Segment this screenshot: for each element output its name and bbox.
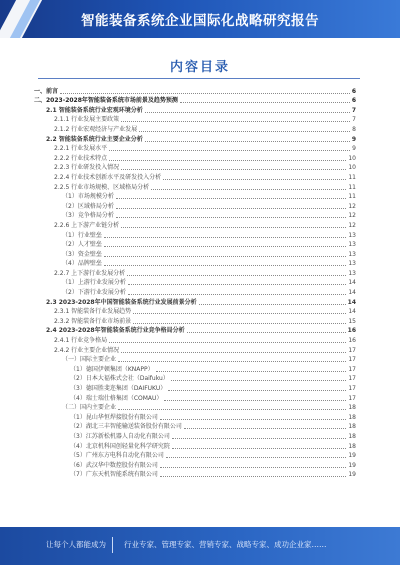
toc-entry[interactable] [34, 211, 356, 221]
toc-leader-dots [160, 418, 347, 420]
toc-entry[interactable] [34, 297, 356, 307]
toc-entry[interactable] [34, 124, 356, 134]
toc-entry-title: 2.4.1 行业竞争格局 [54, 337, 108, 345]
toc-entry[interactable] [34, 374, 356, 384]
toc-leader-dots [109, 149, 350, 151]
toc-leader-dots [109, 159, 346, 161]
toc-leader-dots [139, 130, 350, 132]
toc-entry-page: 14 [348, 308, 356, 316]
toc-leader-dots [163, 178, 346, 180]
toc-entry[interactable] [34, 182, 356, 192]
toc-leader-dots [145, 140, 350, 142]
toc-leader-dots [172, 447, 347, 449]
toc-leader-dots [160, 475, 347, 477]
footer-slogan-right: 行业专家、管理专家、营销专家、战略专家、成功企业家…… [124, 540, 327, 549]
toc-leader-dots [104, 264, 347, 266]
table-of-contents [34, 86, 356, 479]
toc-leader-dots [160, 466, 347, 468]
footer-banner [0, 527, 400, 565]
toc-entry-page: 9 [352, 145, 356, 153]
toc-leader-dots [168, 389, 346, 391]
toc-leader-dots [133, 322, 346, 324]
toc-entry[interactable] [34, 220, 356, 230]
toc-entry-page: 17 [348, 394, 356, 402]
toc-entry-page: 11 [348, 193, 356, 201]
toc-entry-page: 12 [348, 202, 356, 210]
toc-entry-title: （5）广州东方电科自动化有限公司 [70, 452, 164, 460]
toc-entry-page: 17 [348, 385, 356, 392]
toc-leader-dots [184, 427, 347, 429]
toc-entry-page: 18 [348, 432, 356, 440]
toc-entry[interactable] [34, 345, 356, 355]
toc-leader-dots [118, 360, 346, 362]
toc-entry-page: 13 [348, 250, 356, 258]
toc-leader-dots [171, 379, 347, 381]
heading-divider [38, 78, 360, 79]
toc-entry-page: 14 [348, 289, 356, 297]
toc-leader-dots [121, 226, 346, 228]
toc-entry-page: 18 [348, 404, 356, 412]
toc-entry-title: （2）下游行业发展分析 [62, 289, 126, 297]
toc-entry-title: （3）江苏新松机器人自动化有限公司 [70, 432, 170, 440]
toc-entry-page: 7 [352, 116, 356, 124]
toc-entry[interactable] [34, 412, 356, 422]
toc-entry[interactable] [34, 172, 356, 182]
toc-entry[interactable] [34, 278, 356, 288]
toc-leader-dots [156, 370, 347, 372]
toc-entry[interactable] [34, 364, 356, 374]
header-banner [0, 0, 400, 38]
toc-entry-page: 8 [352, 125, 356, 133]
toc-entry-title: 2.2.7 上下游行业发展分析 [54, 269, 126, 277]
toc-entry-title: （7）广东天机智能系统有限公司 [70, 471, 158, 479]
toc-entry-page: 17 [348, 346, 356, 354]
toc-leader-dots [104, 245, 347, 247]
toc-entry-title: 2.3 2023-2028年中国智能装备系统行业发展前景分析 [46, 298, 197, 306]
toc-entry-title: 2.1 智能装备系统行业宏观环境分析 [46, 106, 143, 114]
toc-entry-title: （4）北京机科国创轻量化科学研究院 [70, 442, 170, 450]
toc-entry-page: 12 [348, 212, 356, 220]
toc-entry-title: （4）瑞士瑞仕格集团（COMAU） [70, 394, 163, 402]
toc-leader-dots [104, 236, 347, 238]
toc-entry-title: 2.2.2 行业技术特点 [54, 154, 108, 162]
toc-leader-dots [151, 188, 346, 190]
toc-entry[interactable] [34, 307, 356, 317]
toc-entry-title: 2.1.1 行业发展主要政策 [54, 116, 120, 124]
toc-entry-page: 10 [348, 164, 356, 172]
toc-entry-title: （一）国际主要企业 [62, 356, 117, 364]
toc-entry-page: 14 [347, 298, 356, 306]
toc-leader-dots [121, 168, 346, 170]
toc-leader-dots [164, 399, 346, 401]
toc-entry[interactable] [34, 441, 356, 451]
toc-entry[interactable] [34, 316, 356, 326]
toc-entry[interactable] [34, 144, 356, 154]
toc-leader-dots [116, 216, 347, 218]
toc-entry-page: 13 [348, 260, 356, 268]
toc-leader-dots [116, 207, 347, 209]
toc-entry-page: 12 [348, 221, 356, 229]
toc-leader-dots [166, 456, 347, 458]
toc-entry-page: 10 [348, 154, 356, 162]
toc-leader-dots [145, 111, 350, 113]
toc-entry[interactable] [34, 326, 356, 336]
toc-entry[interactable] [34, 355, 356, 365]
toc-entry-title: （3）竞争格局分析 [62, 212, 114, 220]
toc-entry-title: 2.4 2023-2028年智能装备系统行业竞争格局分析 [46, 327, 185, 335]
toc-leader-dots [127, 274, 346, 276]
toc-entry[interactable] [34, 134, 356, 144]
toc-entry-title: 2.2.4 行业技术创新水平及研发投入分析 [54, 173, 162, 181]
toc-entry[interactable] [34, 451, 356, 461]
toc-entry-title: （2）区域格局分析 [62, 202, 114, 210]
toc-entry-page: 16 [348, 337, 356, 345]
toc-entry[interactable] [34, 201, 356, 211]
toc-entry-page: 18 [348, 442, 356, 450]
toc-entry-page: 15 [348, 317, 356, 325]
toc-entry-title: 2.2 智能装备系统行业主要企业分析 [46, 135, 143, 143]
toc-leader-dots [60, 92, 350, 94]
toc-leader-dots [128, 283, 347, 285]
toc-leader-dots [121, 120, 350, 122]
toc-entry-page: 7 [351, 106, 356, 114]
toc-leader-dots [172, 437, 347, 439]
toc-entry-page: 13 [348, 269, 356, 277]
toc-entry-title: （2）湖北三丰智能输送装备股份有限公司 [70, 423, 182, 431]
toc-entry[interactable] [34, 470, 356, 480]
toc-entry[interactable] [34, 249, 356, 259]
toc-entry-page: 13 [348, 231, 356, 239]
toc-leader-dots [116, 197, 347, 199]
toc-entry-title: （3）德国胜斐迩集团（DAIFUKU） [70, 385, 167, 392]
toc-leader-dots [199, 303, 346, 305]
toc-entry-title: 2.3.1 智能装备行业发展趋势 [54, 308, 132, 316]
toc-entry-page: 19 [348, 471, 356, 479]
toc-leader-dots [104, 255, 347, 257]
toc-entry-title: （3）资金壁垒 [62, 250, 102, 258]
toc-entry[interactable] [34, 422, 356, 432]
toc-entry-page: 13 [348, 241, 356, 249]
toc-entry-page: 6 [351, 87, 356, 95]
toc-leader-dots [128, 293, 347, 295]
toc-entry-title: 一、前言 [34, 87, 59, 95]
toc-entry[interactable] [34, 96, 356, 106]
toc-entry[interactable] [34, 335, 356, 345]
toc-entry[interactable] [34, 268, 356, 278]
toc-entry-page: 6 [351, 97, 356, 105]
toc-entry-title: 2.2.3 行业研发投入情况 [54, 164, 120, 172]
footer-divider [112, 537, 113, 553]
toc-entry-title: （1）上游行业发展分析 [62, 279, 126, 287]
toc-entry[interactable] [34, 460, 356, 470]
toc-entry-page: 14 [348, 279, 356, 287]
toc-entry-page: 17 [348, 375, 356, 383]
toc-entry[interactable] [34, 403, 356, 413]
toc-entry-title: （2）人才壁垒 [62, 241, 102, 249]
toc-entry[interactable] [34, 115, 356, 125]
toc-entry-title: 2.1.2 行业宏观经济与产业发展 [54, 125, 138, 133]
toc-entry-title: （二）国内主要企业 [62, 404, 117, 412]
toc-entry-title: （6）武汉华中数控股份有限公司 [70, 461, 158, 469]
toc-leader-dots [133, 312, 346, 314]
toc-entry-page: 19 [348, 452, 356, 460]
toc-entry-title: 二、2023-2028年智能装备系统市场前景及趋势预测 [34, 97, 178, 105]
toc-entry-title: （2）日本大福株式会社（Daifuku） [70, 375, 169, 383]
toc-entry-page: 17 [348, 356, 356, 364]
toc-entry[interactable] [34, 153, 356, 163]
toc-entry-page: 9 [351, 135, 356, 143]
footer-slogan-left: 让每个人都能成为 [46, 540, 106, 549]
toc-leader-dots [118, 408, 346, 410]
toc-entry[interactable] [34, 431, 356, 441]
toc-entry-page: 17 [348, 365, 356, 373]
toc-entry[interactable] [34, 86, 356, 96]
toc-entry-page: 11 [348, 173, 356, 181]
report-title: 智能装备系统企业国际化战略研究报告 [81, 13, 319, 29]
toc-entry-title: 2.4.2 行业主要企业情况 [54, 346, 120, 354]
toc-entry[interactable] [34, 163, 356, 173]
toc-entry-title: （4）品牌壁垒 [62, 260, 102, 268]
toc-entry[interactable] [34, 105, 356, 115]
toc-entry-page: 18 [348, 423, 356, 431]
toc-entry[interactable] [34, 230, 356, 240]
toc-entry[interactable] [34, 287, 356, 297]
toc-entry-page: 11 [348, 183, 356, 191]
toc-heading: 内容目录 [169, 60, 230, 75]
toc-entry-page: 16 [347, 327, 356, 335]
toc-leader-dots [180, 101, 350, 103]
toc-entry-page: 18 [348, 413, 356, 421]
toc-entry-page: 19 [348, 461, 356, 469]
toc-entry[interactable] [34, 192, 356, 202]
toc-entry-title: 2.2.1 行业发展水平 [54, 145, 108, 153]
toc-entry[interactable] [34, 259, 356, 269]
toc-entry-title: 2.2.5 行业市场规模、区域格局分析 [54, 183, 150, 191]
toc-entry[interactable] [34, 393, 356, 403]
toc-entry[interactable] [34, 240, 356, 250]
toc-entry-title: （1）德国伊顿集团（KNAPP） [70, 365, 154, 373]
toc-leader-dots [121, 351, 346, 353]
toc-entry-title: （1）市场规模分析 [62, 193, 114, 201]
toc-leader-dots [109, 341, 346, 343]
toc-entry[interactable] [34, 383, 356, 393]
toc-entry-title: 2.2.6 上下游产业链分析 [54, 221, 120, 229]
toc-entry-title: （1）行业壁垒 [62, 231, 102, 239]
toc-entry-title: 2.3.2 智能装备行业市场前景 [54, 317, 132, 325]
toc-leader-dots [187, 331, 346, 333]
toc-entry-title: （1）昆山华恒焊接股份有限公司 [70, 413, 158, 421]
